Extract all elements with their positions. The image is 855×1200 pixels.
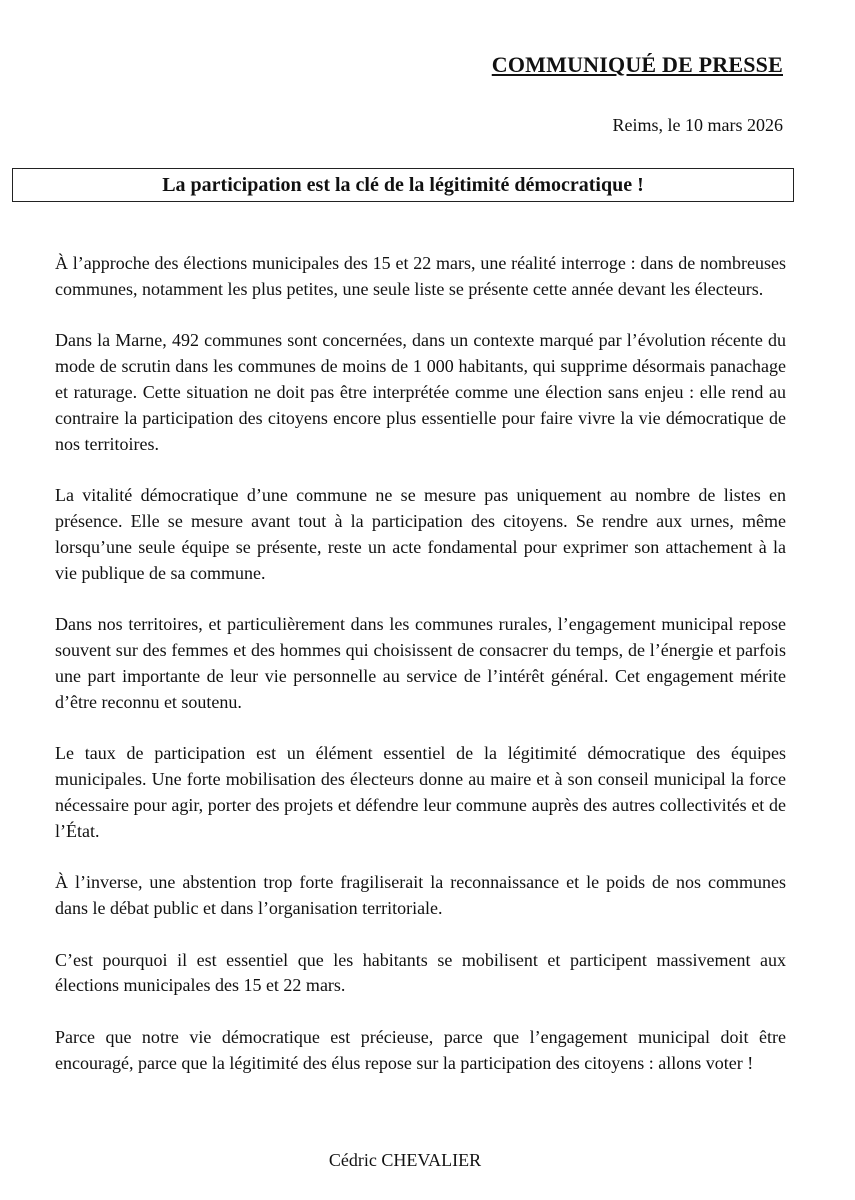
page-title: La participation est la clé de la légitimité démocratique ! [162,173,644,196]
place-and-date: Reims, le 10 mars 2026 [612,115,783,135]
paragraph: À l’approche des élections municipales des 15 et 22 mars, une réalité interroge : dans de nombreuses communes, notamment les plus petites, une seule liste se présente cette année devant les électeurs. [55,253,786,299]
paragraph: Dans la Marne, 492 communes sont concernées, dans un contexte marqué par l’évolution récente du mode de scrutin dans les communes de moins de 1 000 habitants, qui supprime désormais panachage et raturage. Cette situation ne doit pas être interprétée comme une élection sans enjeu : elle rend au contraire la participation des citoyens encore plus essentielle pour faire vivre la vie démocratique de nos territoires. [55,330,786,454]
document-type-heading: COMMUNIQUÉ DE PRESSE [491,52,783,77]
signature: Cédric CHEVALIER [328,1150,482,1170]
paragraph: Parce que notre vie démocratique est précieuse, parce que l’engagement municipal doit être encouragé, parce que la légitimité des élus repose sur la participation des citoyens : allons voter ! [55,1026,786,1073]
paragraph: À l’inverse, une abstention trop forte fragiliserait la reconnaissance et le poids de nos communes dans le débat public et dans l’organisation territoriale. [55,872,786,918]
paragraph: Dans nos territoires, et particulièrement dans les communes rurales, l’engagement municipal repose souvent sur des femmes et des hommes qui choisissent de consacrer du temps, de l’énergie et parfois une part importante de leur vie personnelle au service de l’intérêt général. Cet engagement mérite d’être reconnu et soutenu. [55,614,786,712]
paragraph: La vitalité démocratique d’une commune ne se mesure pas uniquement au nombre de listes en présence. Elle se mesure avant tout à la participation des citoyens. Se rendre aux urnes, même lorsqu’une seule équipe se présente, reste un acte fondamental pour exprimer son attachement à la vie publique de sa commune. [55,485,786,583]
paragraph: Le taux de participation est un élément essentiel de la légitimité démocratique des équipes municipales. Une forte mobilisation des électeurs donne au maire et à son conseil municipal la force nécessaire pour agir, porter des projets et défendre leur commune auprès des autres collectivités et de l’État. [55,743,786,841]
title-box [12,168,794,202]
body-text [55,251,786,1102]
paragraph: C’est pourquoi il est essentiel que les habitants se mobilisent et participent massivement aux élections municipales des 15 et 22 mars. [55,949,786,996]
